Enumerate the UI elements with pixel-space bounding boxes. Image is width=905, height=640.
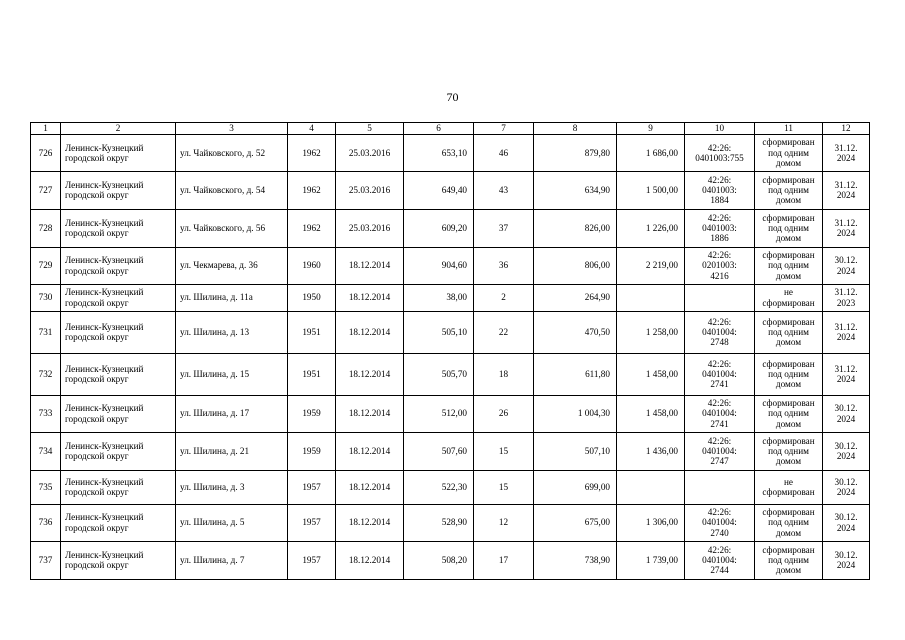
cadastral-number-cell: 42:26: 0401003: 1886 — [685, 209, 755, 247]
area-cell: 653,10 — [404, 135, 474, 172]
plot-area-cell: 1 739,00 — [617, 541, 685, 579]
table-row — [31, 135, 870, 172]
area-cell: 508,20 — [404, 541, 474, 579]
row-number: 732 — [31, 353, 61, 395]
cadastral-number-cell: 42:26: 0201003: 4216 — [685, 247, 755, 284]
area-cell: 505,70 — [404, 353, 474, 395]
municipality-cell: Ленинск-Кузнецкий городской округ — [61, 171, 176, 209]
address-cell: ул. Чайковского, д. 56 — [176, 209, 288, 247]
build-year-cell: 1950 — [288, 284, 336, 311]
count-cell: 46 — [474, 135, 534, 172]
address-cell: ул. Шилина, д. 13 — [176, 311, 288, 353]
count-cell: 36 — [474, 247, 534, 284]
deadline-cell: 30.12. 2024 — [823, 395, 870, 432]
plot-area-cell: 1 500,00 — [617, 171, 685, 209]
count-cell: 26 — [474, 395, 534, 432]
count-cell: 43 — [474, 171, 534, 209]
municipality-cell: Ленинск-Кузнецкий городской округ — [61, 353, 176, 395]
land-area-cell: 806,00 — [534, 247, 617, 284]
deadline-cell: 30.12. 2024 — [823, 470, 870, 504]
date-cell: 18.12.2014 — [336, 504, 404, 541]
plot-status-cell: сформирован под одним домом — [755, 135, 823, 172]
table-row — [31, 284, 870, 311]
municipality-cell: Ленинск-Кузнецкий городской округ — [61, 247, 176, 284]
row-number: 728 — [31, 209, 61, 247]
date-cell: 18.12.2014 — [336, 470, 404, 504]
address-cell: ул. Шилина, д. 17 — [176, 395, 288, 432]
land-area-cell: 470,50 — [534, 311, 617, 353]
row-number: 734 — [31, 432, 61, 470]
column-number: 9 — [617, 123, 685, 135]
build-year-cell: 1957 — [288, 470, 336, 504]
address-cell: ул. Шилина, д. 5 — [176, 504, 288, 541]
land-area-cell: 634,90 — [534, 171, 617, 209]
municipality-cell: Ленинск-Кузнецкий городской округ — [61, 504, 176, 541]
row-number: 733 — [31, 395, 61, 432]
address-cell: ул. Шилина, д. 21 — [176, 432, 288, 470]
deadline-cell: 30.12. 2024 — [823, 504, 870, 541]
plot-status-cell: не сформирован — [755, 284, 823, 311]
table-row — [31, 541, 870, 579]
area-cell: 38,00 — [404, 284, 474, 311]
column-number: 7 — [474, 123, 534, 135]
deadline-cell: 30.12. 2024 — [823, 541, 870, 579]
table-row — [31, 171, 870, 209]
plot-status-cell: сформирован под одним домом — [755, 353, 823, 395]
cadastral-number-cell: 42:26: 0401004: 2744 — [685, 541, 755, 579]
count-cell: 12 — [474, 504, 534, 541]
area-cell: 649,40 — [404, 171, 474, 209]
build-year-cell: 1957 — [288, 504, 336, 541]
cadastral-number-cell — [685, 284, 755, 311]
table-row — [31, 247, 870, 284]
plot-status-cell: сформирован под одним домом — [755, 432, 823, 470]
column-number: 5 — [336, 123, 404, 135]
address-cell: ул. Шилина, д. 15 — [176, 353, 288, 395]
table-row — [31, 353, 870, 395]
deadline-cell: 31.12. 2024 — [823, 209, 870, 247]
land-area-cell: 699,00 — [534, 470, 617, 504]
address-cell: ул. Чайковского, д. 54 — [176, 171, 288, 209]
table-row — [31, 432, 870, 470]
column-number: 11 — [755, 123, 823, 135]
land-area-cell: 879,80 — [534, 135, 617, 172]
build-year-cell: 1960 — [288, 247, 336, 284]
table-row — [31, 504, 870, 541]
cadastral-number-cell: 42:26: 0401004: 2740 — [685, 504, 755, 541]
column-number: 3 — [176, 123, 288, 135]
plot-area-cell: 1 436,00 — [617, 432, 685, 470]
plot-status-cell: сформирован под одним домом — [755, 311, 823, 353]
municipality-cell: Ленинск-Кузнецкий городской округ — [61, 541, 176, 579]
area-cell: 609,20 — [404, 209, 474, 247]
row-number: 729 — [31, 247, 61, 284]
column-number: 10 — [685, 123, 755, 135]
cadastral-number-cell: 42:26: 0401004: 2741 — [685, 395, 755, 432]
plot-status-cell: сформирован под одним домом — [755, 541, 823, 579]
date-cell: 18.12.2014 — [336, 247, 404, 284]
area-cell: 505,10 — [404, 311, 474, 353]
land-area-cell: 738,90 — [534, 541, 617, 579]
cadastral-number-cell: 42:26: 0401004: 2747 — [685, 432, 755, 470]
date-cell: 18.12.2014 — [336, 311, 404, 353]
municipality-cell: Ленинск-Кузнецкий городской округ — [61, 284, 176, 311]
plot-status-cell: сформирован под одним домом — [755, 247, 823, 284]
row-number: 726 — [31, 135, 61, 172]
deadline-cell: 30.12. 2024 — [823, 432, 870, 470]
deadline-cell: 31.12. 2024 — [823, 171, 870, 209]
plot-status-cell: сформирован под одним домом — [755, 209, 823, 247]
count-cell: 17 — [474, 541, 534, 579]
deadline-cell: 31.12. 2024 — [823, 353, 870, 395]
cadastral-number-cell: 42:26: 0401004: 2741 — [685, 353, 755, 395]
land-area-cell: 675,00 — [534, 504, 617, 541]
land-area-cell: 611,80 — [534, 353, 617, 395]
cadastral-number-cell: 42:26: 0401003: 1884 — [685, 171, 755, 209]
row-number: 736 — [31, 504, 61, 541]
column-number: 12 — [823, 123, 870, 135]
address-cell: ул. Шилина, д. 7 — [176, 541, 288, 579]
count-cell: 15 — [474, 470, 534, 504]
address-cell: ул. Шилина, д. 3 — [176, 470, 288, 504]
count-cell: 22 — [474, 311, 534, 353]
plot-area-cell: 1 306,00 — [617, 504, 685, 541]
row-number: 727 — [31, 171, 61, 209]
deadline-cell: 31.12. 2024 — [823, 311, 870, 353]
column-number-row — [31, 123, 870, 135]
build-year-cell: 1951 — [288, 311, 336, 353]
address-cell: ул. Шилина, д. 11а — [176, 284, 288, 311]
housing-registry-table — [30, 122, 870, 580]
date-cell: 25.03.2016 — [336, 171, 404, 209]
build-year-cell: 1962 — [288, 135, 336, 172]
count-cell: 18 — [474, 353, 534, 395]
area-cell: 904,60 — [404, 247, 474, 284]
column-number: 6 — [404, 123, 474, 135]
municipality-cell: Ленинск-Кузнецкий городской округ — [61, 209, 176, 247]
municipality-cell: Ленинск-Кузнецкий городской округ — [61, 135, 176, 172]
municipality-cell: Ленинск-Кузнецкий городской округ — [61, 395, 176, 432]
build-year-cell: 1951 — [288, 353, 336, 395]
municipality-cell: Ленинск-Кузнецкий городской округ — [61, 311, 176, 353]
plot-area-cell: 1 458,00 — [617, 353, 685, 395]
land-area-cell: 826,00 — [534, 209, 617, 247]
land-area-cell: 264,90 — [534, 284, 617, 311]
table-row — [31, 395, 870, 432]
date-cell: 18.12.2014 — [336, 541, 404, 579]
page-number: 70 — [446, 90, 459, 104]
cadastral-number-cell — [685, 470, 755, 504]
table-row — [31, 311, 870, 353]
table-body — [31, 123, 870, 580]
deadline-cell: 30.12. 2024 — [823, 247, 870, 284]
column-number: 2 — [61, 123, 176, 135]
build-year-cell: 1959 — [288, 432, 336, 470]
deadline-cell: 31.12. 2023 — [823, 284, 870, 311]
plot-area-cell: 2 219,00 — [617, 247, 685, 284]
plot-area-cell — [617, 470, 685, 504]
date-cell: 25.03.2016 — [336, 135, 404, 172]
build-year-cell: 1962 — [288, 209, 336, 247]
date-cell: 18.12.2014 — [336, 353, 404, 395]
row-number: 737 — [31, 541, 61, 579]
plot-status-cell: не сформирован — [755, 470, 823, 504]
count-cell: 15 — [474, 432, 534, 470]
plot-area-cell: 1 258,00 — [617, 311, 685, 353]
plot-area-cell: 1 686,00 — [617, 135, 685, 172]
row-number: 730 — [31, 284, 61, 311]
table-row — [31, 470, 870, 504]
area-cell: 528,90 — [404, 504, 474, 541]
date-cell: 18.12.2014 — [336, 284, 404, 311]
row-number: 731 — [31, 311, 61, 353]
plot-status-cell: сформирован под одним домом — [755, 171, 823, 209]
column-number: 8 — [534, 123, 617, 135]
row-number: 735 — [31, 470, 61, 504]
land-area-cell: 507,10 — [534, 432, 617, 470]
date-cell: 18.12.2014 — [336, 432, 404, 470]
municipality-cell: Ленинск-Кузнецкий городской округ — [61, 432, 176, 470]
build-year-cell: 1962 — [288, 171, 336, 209]
table-row — [31, 209, 870, 247]
date-cell: 18.12.2014 — [336, 395, 404, 432]
build-year-cell: 1959 — [288, 395, 336, 432]
deadline-cell: 31.12. 2024 — [823, 135, 870, 172]
column-number: 1 — [31, 123, 61, 135]
cadastral-number-cell: 42:26: 0401003:755 — [685, 135, 755, 172]
cadastral-number-cell: 42:26: 0401004: 2748 — [685, 311, 755, 353]
plot-area-cell — [617, 284, 685, 311]
area-cell: 522,30 — [404, 470, 474, 504]
column-number: 4 — [288, 123, 336, 135]
build-year-cell: 1957 — [288, 541, 336, 579]
count-cell: 2 — [474, 284, 534, 311]
plot-status-cell: сформирован под одним домом — [755, 395, 823, 432]
address-cell: ул. Чекмарева, д. 36 — [176, 247, 288, 284]
plot-area-cell: 1 458,00 — [617, 395, 685, 432]
date-cell: 25.03.2016 — [336, 209, 404, 247]
area-cell: 507,60 — [404, 432, 474, 470]
plot-area-cell: 1 226,00 — [617, 209, 685, 247]
plot-status-cell: сформирован под одним домом — [755, 504, 823, 541]
count-cell: 37 — [474, 209, 534, 247]
area-cell: 512,00 — [404, 395, 474, 432]
municipality-cell: Ленинск-Кузнецкий городской округ — [61, 470, 176, 504]
land-area-cell: 1 004,30 — [534, 395, 617, 432]
address-cell: ул. Чайковского, д. 52 — [176, 135, 288, 172]
